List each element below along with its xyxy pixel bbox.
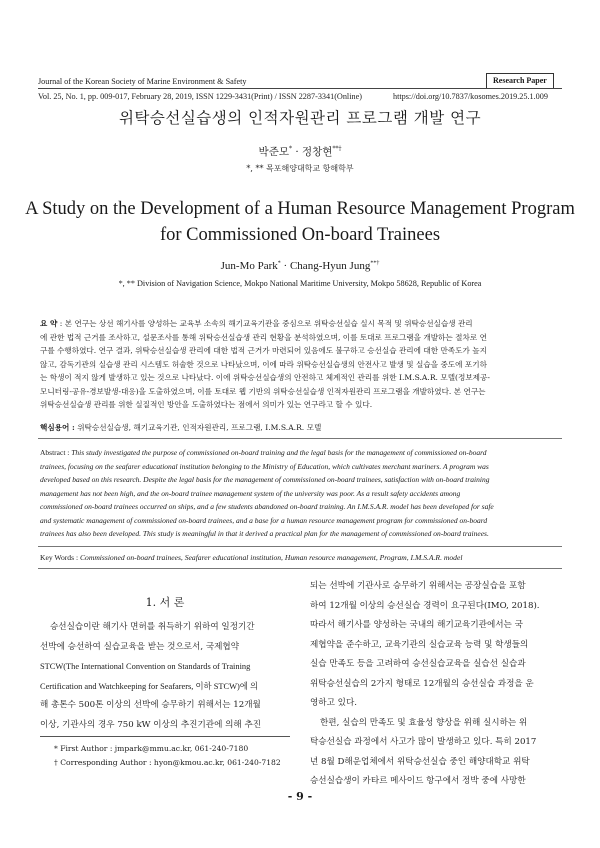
research-paper-badge: Research Paper bbox=[486, 73, 554, 89]
english-abstract-line: trainees, focusing on the seafarer educational institution belonging to the Ministry of Education, which cultivates merchant mariners. A program was bbox=[40, 461, 489, 471]
intro-right-line: 하여 12개월 이상의 승선실습 경력이 요구된다(IMO, 2018). bbox=[310, 600, 540, 611]
intro-right-line: 되는 선박에 기관사로 승무하기 위해서는 공장실습을 포함 bbox=[310, 581, 526, 591]
header-rule bbox=[38, 88, 562, 89]
author-ko-1: 박준모 bbox=[258, 146, 289, 158]
english-keywords-text: Commissioned on-board trainees, Seafarer educational institution, Human resource management, Program, I.M.S.A.R. model bbox=[79, 553, 463, 562]
korean-title: 위탁승선실습생의 인적자원관리 프로그램 개발 연구 bbox=[118, 109, 482, 127]
intro-right-line: 탁승선실습 과정에서 사고가 많이 발생하고 있다. 특히 2017 bbox=[310, 737, 537, 747]
korean-abstract-line: 구를 수행하였다. 연구 결과, 위탁승선실습생 관리에 대한 법적 근거가 마련되어 있음에도 불구하고 승선실습 관리에 대한 만족도가 높지 bbox=[40, 346, 487, 355]
volume-line: Vol. 25, No. 1, pp. 009-017, February 28, 2019, ISSN 1229-3431(Print) / ISSN 2287-3341(Online) bbox=[38, 92, 362, 101]
korean-abstract-line: 모니터링-공유-경보발생-대응)을 도출하였으며, 이를 토대로 웹 기반의 위탁승선실습생 인적자원관리 프로그램을 개발하였다. 본 연구는 bbox=[40, 386, 486, 396]
korean-keywords bbox=[40, 421, 560, 435]
english-abstract-label: Abstract : bbox=[40, 448, 70, 457]
abstract-ko-text: : 본 연구는 상선 해기사를 양성하는 교육부 소속의 해기교육기관을 중심으로 위탁승선실습 실시 목적 및 위탁승선실습생 관리 bbox=[59, 319, 473, 328]
author-en-1-mark: * bbox=[277, 260, 281, 267]
intro-left-column bbox=[40, 618, 290, 735]
intro-right-line: 승선실습생이 카타르 메사이드 항구에서 정박 중에 사망한 bbox=[310, 776, 526, 786]
intro-right-line: 실습 만족도 등을 고려하여 승선실습교육을 실습선 실습과 bbox=[310, 659, 526, 669]
author-ko-1-mark: * bbox=[288, 145, 292, 153]
abstract-divider bbox=[38, 438, 562, 439]
korean-abstract bbox=[40, 317, 560, 412]
english-abstract-line: developed based on this research. Despite the legal basis for the management of commissioned on-board trainees, satisfaction with on-board training bbox=[40, 475, 490, 484]
keywords-divider bbox=[38, 546, 562, 547]
intro-left-line: STCW(The International Convention on Standards of Training bbox=[40, 662, 251, 671]
footnote-corresponding-author: † Corresponding Author : hyon@kmou.ac.kr, 061-240-7182 bbox=[54, 758, 281, 767]
english-abstract-line: trainees has also been developed. This study is meaningful in that it derived a practical plan for the management of commissioned on-board trainees. bbox=[40, 529, 489, 538]
korean-abstract-line bbox=[40, 317, 560, 331]
intro-right-line: 영하고 있다. bbox=[310, 698, 357, 708]
intro-right-line: 제협약을 준수하고, 교육기관의 실습교육 능력 및 학생들의 bbox=[310, 639, 529, 650]
korean-authors bbox=[0, 144, 600, 159]
korean-abstract-line: 위탁승선실습생 관리를 위한 실질적인 방안을 도출하였다는 점에서 의미가 있는 연구라고 할 수 있다. bbox=[40, 400, 373, 409]
author-separator: · bbox=[291, 146, 302, 158]
korean-keywords-label: 핵심용어 : bbox=[40, 423, 75, 432]
footnote-rule bbox=[40, 736, 290, 737]
korean-abstract-line: 않고, 감독기관의 실습생 관리 시스템도 허술한 것으로 나타났으며, 이에 따라 위탁승선실습생의 안전사고 발생 및 실습을 중도에 포기하 bbox=[40, 359, 487, 369]
intro-right-line: 따라서 해기사를 양성하는 국내의 해기교육기관에서는 국 bbox=[310, 620, 523, 630]
korean-abstract-line: 에 관한 법적 근거를 조사하고, 설문조사를 통해 위탁승선실습생 관리 현황을 분석하였으며, 이를 토대로 프로그램을 개발하는 절차로 연 bbox=[40, 332, 487, 342]
intro-left-line: Certification and Watchkeeping for Seafarers, 이하 STCW)에 의 bbox=[40, 681, 259, 691]
english-affiliation: *, ** Division of Navigation Science, Mokpo National Maritime University, Mokpo 58628, Republic of Korea bbox=[118, 279, 482, 288]
author-ko-2: 정창현 bbox=[302, 146, 333, 158]
english-abstract bbox=[40, 446, 560, 541]
english-abstract-line: commissioned on-board trainees occurred on ships, and a few students abandoned on-board training. An I.M.S.A.R. model has been developed for safe bbox=[40, 502, 494, 511]
author-en-1: Jun-Mo Park bbox=[220, 260, 278, 272]
intro-right-line: 한편, 실습의 만족도 및 효율성 향상을 위해 실시하는 위 bbox=[320, 717, 528, 728]
english-title-line-1: A Study on the Development of a Human Resource Management Program bbox=[25, 199, 575, 219]
english-keywords-label: Key Words : bbox=[40, 553, 79, 562]
korean-abstract-label: 요 약 bbox=[40, 319, 58, 328]
author-en-separator: · bbox=[280, 260, 290, 272]
english-authors bbox=[0, 260, 600, 272]
intro-right-line: 위탁승선실습의 2가지 형태로 12개월의 승선실습 과정을 운 bbox=[310, 678, 534, 689]
english-keywords bbox=[40, 552, 560, 564]
author-en-2: Chang-Hyun Jung bbox=[289, 260, 371, 272]
english-abstract-line bbox=[40, 446, 560, 460]
body-divider bbox=[38, 568, 562, 569]
doi-link[interactable]: https://doi.org/10.7837/kosomes.2019.25.1.009 bbox=[393, 92, 548, 101]
author-ko-2-mark: **† bbox=[332, 145, 342, 153]
intro-left-line: 선박에 승선하여 실습교육을 받는 것으로서, 국제협약 bbox=[40, 641, 240, 652]
section-title-introduction: 1. 서 론 bbox=[145, 596, 185, 609]
page-number: - 9 - bbox=[287, 790, 313, 803]
intro-left-line: 이상, 기관사의 경우 750 kW 이상의 추진기관에 의해 추진 bbox=[40, 719, 262, 730]
intro-left-line: 해 총톤수 500톤 이상의 선박에 승무하기 위해서는 12개월 bbox=[40, 700, 261, 710]
english-abstract-line: management has not been high, and the on-board trainee management system of the university was poor. As a result safety accidents among bbox=[40, 488, 461, 498]
journal-name: Journal of the Korean Society of Marine Environment & Safety bbox=[38, 77, 247, 86]
footnote-first-author: * First Author : jmpark@mmu.ac.kr, 061-240-7180 bbox=[54, 744, 249, 753]
korean-abstract-line: 는 학생이 적지 않게 발생하고 있는 것으로 나타났다. 이에 위탁승선실습생의 안전하고 체계적인 관리를 위한 I.M.S.A.R. 모델(정보제공- bbox=[40, 373, 490, 382]
abstract-en-text: This study investigated the purpose of commissioned on-board training and the legal basis for the management of commissioned on-board bbox=[71, 448, 487, 457]
english-abstract-line: and systematic management of commissioned on-board trainees, and a base for a human resource management program for commissioned on-board bbox=[40, 515, 488, 525]
korean-keywords-text: 위탁승선실습생, 해기교육기관, 인적자원관리, 프로그램, I.M.S.A.R. 모델 bbox=[77, 423, 322, 432]
intro-right-line: 년 8월 D해운업체에서 위탁승선실습 중인 해양대학교 위탁 bbox=[310, 756, 530, 767]
author-en-2-mark: **† bbox=[370, 260, 380, 267]
english-title-line-2: for Commissioned On-board Trainees bbox=[159, 225, 441, 245]
intro-left-line: 승선실습이란 해기사 면허를 취득하기 위하여 일정기간 bbox=[50, 622, 255, 632]
korean-affiliation: *, ** 목포해양대학교 항해학부 bbox=[246, 164, 354, 173]
intro-right-column bbox=[310, 577, 562, 792]
